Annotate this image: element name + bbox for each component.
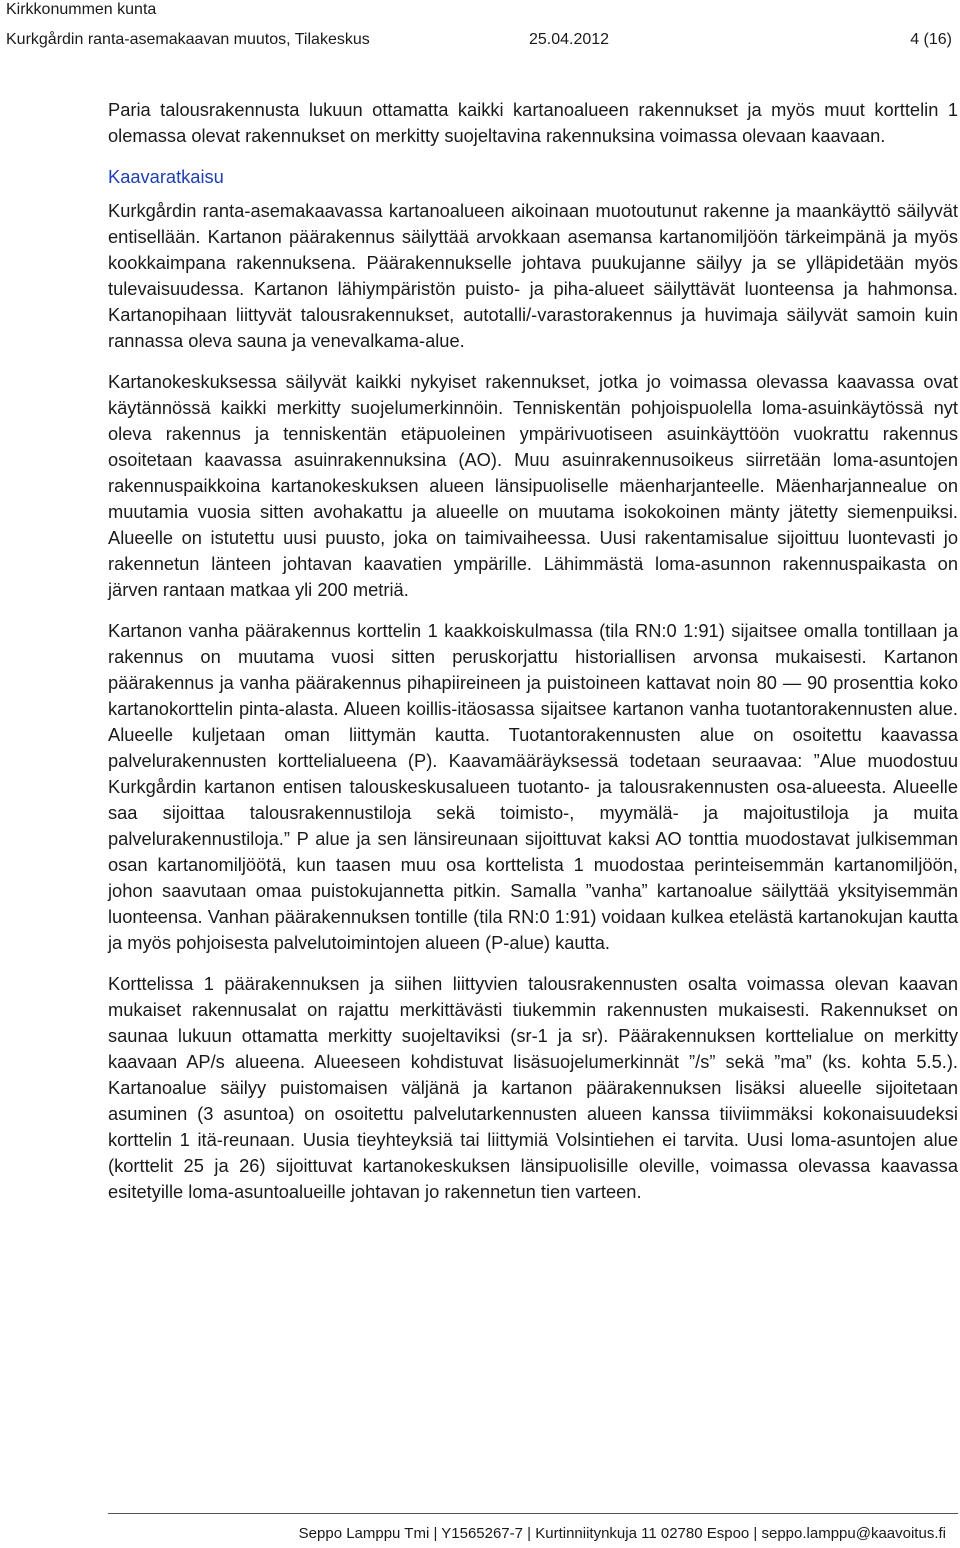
body-paragraph: Paria talousrakennusta lukuun ottamatta kaikki kartanoalueen rakennukset ja myös muut korttelin 1 olemassa olevat rakennukset on merkitty suojeltavina rakennuksina voimassa olevaan kaavaan.	[108, 99, 958, 146]
document-body	[108, 97, 958, 1220]
body-paragraph: Korttelissa 1 päärakennuksen ja siihen liittyvien talousrakennusten osalta voimassa olevan kaavan mukaiset rakennusalat on rajattu merkittävästi tiukemmin rakennusten mukaisesti. Rakennukset on saunaa lukuun ottamatta merkitty suojeltaviksi (sr-1 ja sr). Päärakennuksen korttelialue on merkitty kaavaan AP/s alueena. Alueeseen kohdistuvat lisäsuojelumerkinnät ”/s” sekä ”ma” (ks. kohta 5.5.). Kartanoalue säilyy puistomaisen väljänä ja kartanon päärakennuksen lisäksi alueelle sijoitetaan asuminen (3 asuntoa) on osoitettu palvelutarkennusten alueen kanssa tiiviimmäksi kokonaisuudeksi korttelin 1 itä-reunaan. Uusia tieyhteyksiä tai liittymiä Volsintiehen ei tarvita. Uusi loma-asuntojen alue (korttelit 25 ja 26) sijoittuvat kartanokeskuksen länsipuolisille oleville, voimassa olevassa kaavassa esitetyille loma-asuntoalueille johtavan jo rakennetun tien varteen.	[108, 973, 958, 1202]
section-heading-kaavaratkaisu[interactable]	[108, 164, 958, 190]
header-page-number: 4 (16)	[910, 31, 952, 48]
footer-divider	[108, 1513, 958, 1514]
body-paragraph: Kartanon vanha päärakennus korttelin 1 kaakkoiskulmassa (tila RN:0 1:91) sijaitsee omalla tontillaan ja rakennus on muutama vuosi sitten peruskorjattu historiallisen arvonsa mukaisesti. Kartanon päärakennus ja vanha päärakennus pihapiireineen ja puistoineen kattavat noin 80 — 90 prosenttia koko kartanokorttelin pinta-alasta. Alueen koillis-itäosassa sijaitsee kartanon vanha tuotantorakennusten alue. Alueelle kuljetaan oman liittymän kautta. Tuotantorakennusten alue on osoitettu kaavassa palvelurakennusten korttelialueena (P). Kaavamääräyksessä todetaan seuraavaa: ”Alue muodostuu Kurkgårdin kartanon entisen talouskeskusalueen tuotanto- ja talousrakennusten osa-alueesta. Alueelle saa sijoittaa talousrakennustiloja sekä toimisto-, myymälä- ja majoitustiloja ja muita palvelurakennustiloja.” P alue ja sen länsireunaan sijoittuvat kaksi AO tonttia muodostavat julkisemman osan kartanomiljöötä, kun taasen muu osa korttelista 1 muodostaa perinteisemmän kartanomiljöön, johon saavutaan omaa puistokujannetta pitkin. Samalla ”vanha” kartanoalue säilyttää yksityisemmän luonteensa. Vanhan päärakennuksen tontille (tila RN:0 1:91) voidaan kulkea etelästä kartanokujan kautta ja myös pohjoisesta palvelutoimintojen alueen (P-alue) kautta.	[108, 620, 958, 953]
header-date: 25.04.2012	[529, 31, 610, 48]
body-paragraph: Kurkgårdin ranta-asemakaavassa kartanoalueen aikoinaan muotoutunut rakenne ja maankäyttö säilyvät entisellään. Kartanon päärakennus säilyttää arvokkaan asemansa kartanomiljöön tärkeimpänä ja myös kookkaimpana rakennuksena. Päärakennukselle johtava puukujanne säilyy ja se ylläpidetään myös tulevaisuudessa. Kartanon lähiympäristön puisto- ja piha-alueet säilyttävät luonteensa ja hahmonsa. Kartanopihaan liittyvät talousrakennukset, autotalli/-varastorakennus ja huvimaja säilyvät samoin kuin rannassa oleva sauna ja venevalkama-alue.	[108, 200, 958, 351]
header-organization: Kirkkonummen kunta	[6, 1, 157, 18]
footer-contact: Seppo Lamppu Tmi | Y1565267-7 | Kurtinniitynkuja 11 02780 Espoo | seppo.lamppu@kaavoitus.fi	[298, 1525, 946, 1542]
body-paragraph: Kartanokeskuksessa säilyvät kaikki nykyiset rakennukset, jotka jo voimassa olevassa kaavassa ovat käytännössä kaikki merkitty suojelumerkinnöin. Tenniskentän pohjoispuolella loma-asuinkäytössä nyt oleva rakennus ja tenniskentän etäpuoleinen ympärivuotiseen asuinkäyttöön vuokrattu rakennus osoitetaan kaavassa asuinrakennuksina (AO). Muu asuinrakennusoikeus siirretään loma-asuntojen rakennuspaikkoina kartanokeskuksen alueen länsipuoliselle mäenharjanteelle. Mäenharjannealue on muutamia vuosia sitten avohakattu ja alueelle on muutama isokokoinen mänty jätetty siemenpuiksi. Alueelle on istutettu uusi puusto, joka on taimivaiheessa. Uusi rakentamisalue sijoittuu luontevasti jo rakennetun länteen johtavan kaavatien ympärille. Lähimmästä loma-asunnon rakennuspaikasta on järven rantaan matkaa yli 200 metriä.	[108, 371, 958, 600]
header-document-title: Kurkgårdin ranta-asemakaavan muutos, Tilakeskus	[6, 31, 370, 48]
section-heading-label[interactable]: Kaavaratkaisu	[108, 166, 224, 187]
